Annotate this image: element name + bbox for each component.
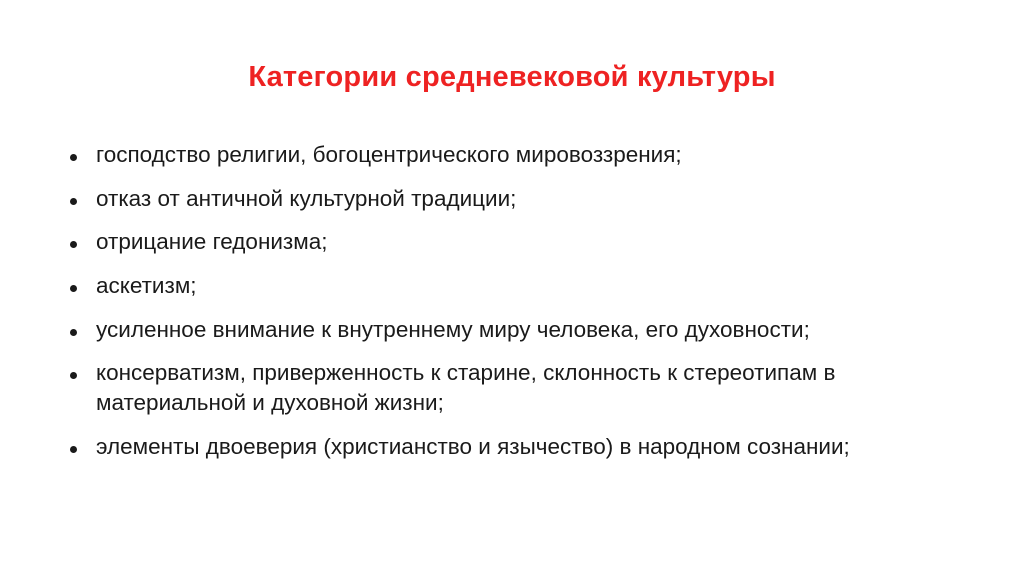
bullet-dot-icon xyxy=(70,446,77,453)
list-item xyxy=(62,227,962,257)
page-title: Категории средневековой культуры xyxy=(248,61,776,93)
list-item-label: усиленное внимание к внутреннему миру человека, его духовности; xyxy=(96,316,810,342)
bullet-list xyxy=(62,140,962,476)
list-item-label: консерватизм, приверженность к старине, склонность к стереотипам в материальной и духовной жизни; xyxy=(96,360,836,416)
bullet-dot-icon xyxy=(70,241,77,248)
list-item-label: элементы двоеверия (христианство и язычество) в народном сознании; xyxy=(96,433,850,459)
list-item xyxy=(62,432,962,462)
list-item xyxy=(62,140,962,170)
bullet-dot-icon xyxy=(70,198,77,205)
list-item-label: господство религии, богоцентрического мировоззрения; xyxy=(96,142,682,167)
list-item-label: отрицание гедонизма; xyxy=(96,229,328,255)
list-item-label: отказ от античной культурной традиции; xyxy=(96,185,517,211)
bullet-dot-icon xyxy=(70,154,77,161)
list-item xyxy=(62,358,962,417)
list-item-label: аскетизм; xyxy=(96,273,197,299)
list-item xyxy=(62,271,962,301)
list-item xyxy=(62,315,962,345)
bullet-dot-icon xyxy=(70,329,77,336)
bullet-dot-icon xyxy=(70,372,77,379)
list-item xyxy=(62,184,962,214)
bullet-dot-icon xyxy=(70,285,77,292)
